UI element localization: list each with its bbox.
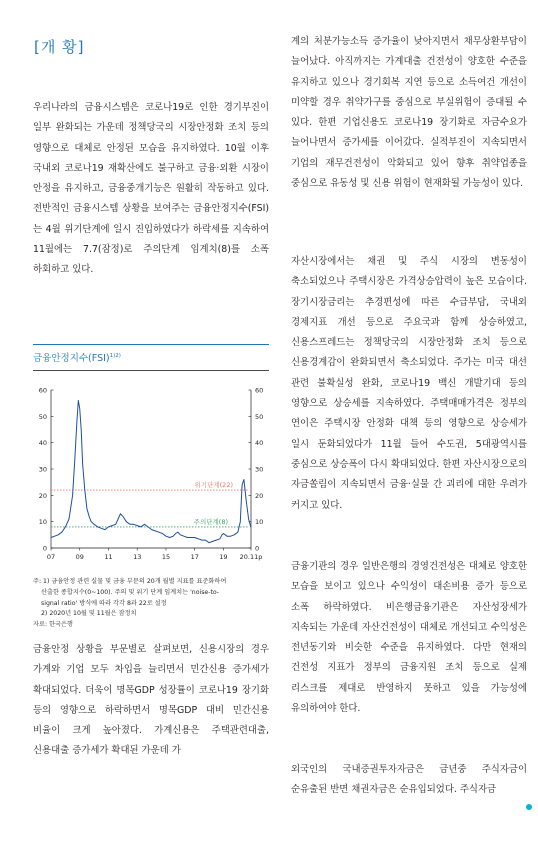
paragraph: 금융기관의 경우 일반은행의 경영건전성은 대체로 양호한 모습을 보이고 있으나 수익성이 대손비용 증가 등으로 소폭 하락하였다. 비은행금융기관은 자산성장세가 지속되는 가운데 자산건전성이 대체로 개선되고 수익성은 전년동기와 비슷한 수준을 유지하였다. 다만 현재의 건전성 지표가 정부의 금융지원 조치 등으로 실제 리스크를 제대로 반영하지 못하고 있을 가능성에 유의하여야 한다. [291,561,527,715]
paragraph: 계의 처분가능소득 증가율이 낮아지면서 채무상환부담이 늘어났다. 아직까지는 가계대출 건전성이 양호한 수준을 유지하고 있으나 경기회복 지연 등으로 소득여건 개선이 미약할 경우 취약가구를 중심으로 부실위험이 증대될 수 있다. 한편 기업신용도 코로나19 장기화로 자금수요가 늘어나면서 증가세를 이어갔다. 실적부진이 지속되면서 기업의 재무건전성이 악화되고 있어 향후 취약업종을 중심으로 유동성 및 신용 위험이 현재화될 가능성이 있다. [291,36,527,190]
y-tick-label-right: 20 [255,491,264,500]
x-tick-label: 17 [190,553,199,561]
chart-title-underline [33,370,269,371]
note-line: signal ratio' 방식에 따라 각각 8과 22로 설정 [41,599,167,607]
fsi-line-chart [33,378,269,574]
y-tick-label-right: 10 [255,518,264,527]
y-tick-label-left: 20 [38,491,47,500]
x-tick-label: 11 [104,553,113,561]
paragraph: 외국인의 국내증권투자자금은 금년중 주식자금이 순유출된 반면 채권자금은 순유입되었다. 주식자금 [291,764,527,796]
note-line: 2) 2020년 10월 및 11월은 잠정치 [41,610,137,618]
chart-title-footnote-marker: 1)2) [109,352,121,359]
x-tick-label: 20.11p [239,553,263,561]
page-marker-dot [526,804,532,810]
x-tick-label: 07 [46,553,56,561]
crisis-threshold-label: 위기단계(22) [194,481,233,490]
y-tick-label-right: 0 [255,544,260,553]
y-tick-label-right: 30 [255,465,264,474]
chart-title [33,350,121,364]
y-tick-label-left: 40 [38,439,47,448]
caution-threshold-label: 주의단계(8) [193,517,228,526]
chart-notes [33,577,269,631]
y-tick-label-right: 50 [255,412,264,421]
note-line: 주: 1) 금융안정 관련 실물 및 금융 부문의 20개 월별 지표를 표준화하여 [33,578,227,585]
y-tick-label-left: 0 [42,544,47,553]
source-line: 자료: 한국은행 [33,621,73,629]
section-heading: [개 황] [34,38,85,56]
paragraph: 우리나라의 금융시스템은 코로나19로 인한 경기부진이 일부 완화되는 가운데 정책당국의 시장안정화 조치 등의 영향으로 대체로 안정된 모습을 유지하였다. 10월 이후 국내외 코로나19 재확산에도 불구하고 금융·외환 시장이 안정을 유지하고, 금융중개기능은 원활히 작동하고 있다. 전반적인 금융시스템 상황을 보여주는 금융안정지수(FSI)는 4월 위기단계에 일시 진입하였다가 하락세를 지속하여 11월에는 7.7(잠정)로 주의단계 임계치(8)를 소폭 하회하고 있다. [33,102,269,276]
y-tick-label-left: 50 [38,412,47,421]
note-line: 산출한 종합지수(0~100). 주의 및 위기 단계 임계치는 'noise-to- [41,588,220,596]
paragraph: 금융안정 상황을 부문별로 살펴보면, 신용시장의 경우 가계와 기업 모두 차입을 늘리면서 민간신용 증가세가 확대되었다. 더욱이 명목GDP 성장률이 코로나19 장기화 등의 영향으로 하락하면서 명목GDP 대비 민간신용 비율이 크게 높아졌다. 가계신용은 주택관련대출, 신용대출 증가세가 확대된 가운데 가 [33,644,269,757]
x-tick-label: 15 [161,553,171,561]
y-tick-label-left: 30 [38,465,47,474]
y-tick-label-right: 40 [255,439,264,448]
x-tick-label: 19 [219,553,228,561]
paragraph: 자산시장에서는 채권 및 주식 시장의 변동성이 축소되었으나 주택시장은 가격상승압력이 높은 모습이다. 장기시장금리는 추경편성에 따른 수급부담, 국내외 경제지표 개선 등으로 주요국과 함께 상승하였고, 신용스프레드는 정책당국의 시장안정화 조치 등으로 신용경계감이 완화되면서 축소되었다. 주가는 미국 대선 관련 불확실성 완화, 코로나19 백신 개발기대 등의 영향으로 상승세를 지속하였다. 주택매매가격은 정부의 연이은 주택시장 안정화 대책 등의 영향으로 상승세가 일시 둔화되었다가 11월 들어 수도권, 5대광역시를 중심으로 상승폭이 다시 확대되었다. 한편 자산시장으로의 자금쏠림이 지속되면서 금융·실물 간 괴리에 대한 우려가 커지고 있다. [291,256,527,511]
y-tick-label-left: 10 [38,518,47,527]
chart-top-rule [33,344,269,345]
y-tick-label-left: 60 [38,386,47,395]
x-tick-label: 13 [133,553,142,561]
chart-title-text: 금융안정지수(FSI) [33,353,110,364]
x-tick-label: 09 [75,553,84,561]
y-tick-label-right: 60 [255,386,264,395]
